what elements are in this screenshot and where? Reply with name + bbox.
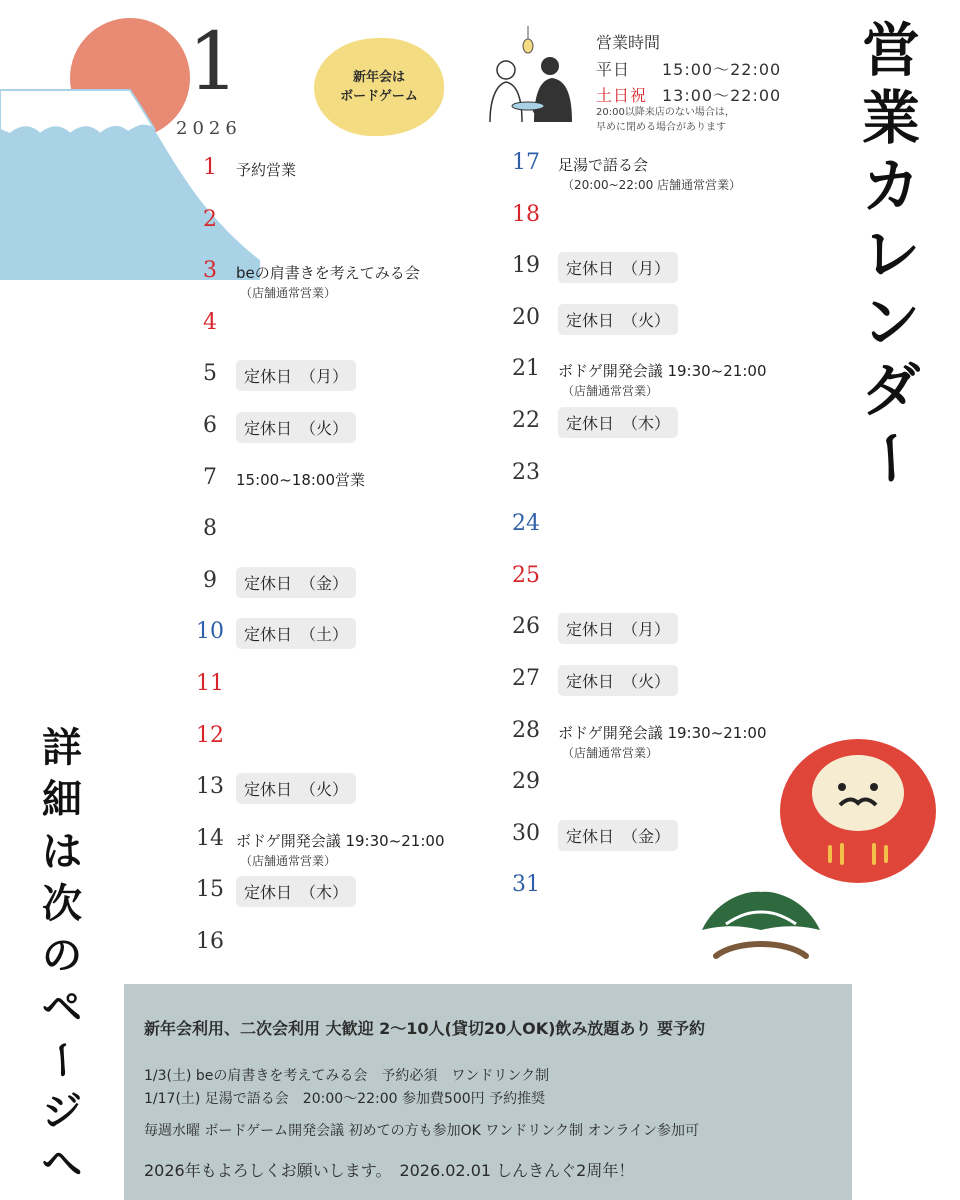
notice-char: 細 bbox=[42, 777, 82, 823]
day-number: 17 bbox=[512, 150, 540, 175]
day-event: 15:00~18:00営業 bbox=[236, 470, 366, 489]
bubble-line-2: ボードゲーム bbox=[340, 89, 418, 104]
title-char: ン bbox=[861, 288, 920, 356]
closed-day-pill: 定休日 （火） bbox=[558, 304, 678, 335]
notice-char: ペ bbox=[42, 985, 82, 1031]
closed-day-pill: 定休日 （木） bbox=[558, 407, 678, 438]
hours-note-1: 20:00以降来店のない場合は， bbox=[596, 107, 735, 118]
notice-char: へ bbox=[42, 1141, 82, 1187]
day-event: ボドゲ開発会議 19:30~21:00 bbox=[558, 723, 767, 742]
closed-day-pill: 定休日 （木） bbox=[236, 876, 356, 907]
day-number: 9 bbox=[203, 567, 217, 593]
day-number: 31 bbox=[512, 872, 540, 898]
title-char: カ bbox=[861, 152, 920, 220]
hours-note-2: 早めに閉める場合があります bbox=[596, 122, 726, 133]
day-event: ボドゲ開発会議 19:30~21:00 bbox=[558, 362, 767, 381]
day-number: 11 bbox=[196, 671, 224, 696]
notice-char: 詳 bbox=[42, 725, 82, 771]
day-event-note: （20:00~22:00 店舗通常営業） bbox=[562, 178, 742, 192]
footer-info bbox=[124, 984, 852, 1200]
day-number: 8 bbox=[203, 516, 217, 542]
weekend-label: 土日祝 bbox=[596, 86, 648, 105]
day-event: ボドゲ開発会議 19:30~21:00 bbox=[236, 831, 445, 850]
closed-day-pill: 定休日 （月） bbox=[236, 360, 356, 391]
day-event: beの肩書きを考えてみる会 bbox=[236, 264, 420, 283]
closed-day-pill: 定休日 （火） bbox=[236, 412, 356, 443]
closed-day-pill: 定休日 （火） bbox=[236, 773, 356, 804]
day-number: 4 bbox=[203, 309, 217, 335]
day-number: 2 bbox=[203, 206, 217, 232]
day-number: 30 bbox=[512, 820, 540, 846]
daruma-illustration bbox=[778, 735, 938, 885]
bubble-line-1: 新年会は bbox=[352, 69, 405, 85]
day-number: 5 bbox=[203, 361, 217, 387]
day-number: 22 bbox=[512, 408, 540, 433]
day-number: 24 bbox=[512, 511, 540, 537]
day-event: 予約営業 bbox=[236, 161, 297, 179]
day-number: 26 bbox=[512, 614, 540, 640]
day-number: 7 bbox=[203, 464, 217, 490]
closed-day-pill: 定休日 （火） bbox=[558, 665, 678, 696]
title-char: 業 bbox=[861, 84, 920, 152]
footer-line-1: 1/3(土) beの肩書きを考えてみる会 予約必須 ワンドリンク制 bbox=[144, 1068, 550, 1084]
weekday-label: 平日 bbox=[596, 60, 631, 79]
day-number: 16 bbox=[196, 929, 224, 954]
day-number: 10 bbox=[196, 619, 224, 645]
month-year: 2026 bbox=[176, 118, 242, 139]
new-year-bubble bbox=[314, 38, 444, 136]
day-event-note: （店舗通常営業） bbox=[240, 853, 337, 868]
title-char: ー bbox=[856, 428, 925, 488]
notice-char: は bbox=[42, 829, 82, 875]
footer-line-3: 毎週水曜 ボードゲーム開発会議 初めての方も参加OK ワンドリンク制 オンライン参加可 bbox=[144, 1123, 700, 1139]
hours-weekend bbox=[596, 83, 781, 106]
footer-main: 新年会利用、二次会利用 大歓迎 2～10人(貸切20人OK)飲み放題あり 要予約 bbox=[144, 1019, 706, 1038]
closed-day-pill: 定休日 （月） bbox=[558, 252, 678, 283]
day-event-note: （店舗通常営業） bbox=[562, 384, 659, 399]
weekend-time: 13:00〜22:00 bbox=[662, 86, 782, 105]
day-number: 15 bbox=[196, 877, 224, 903]
day-number: 6 bbox=[203, 413, 217, 438]
day-number: 20 bbox=[512, 304, 540, 330]
day-number: 13 bbox=[196, 774, 224, 800]
day-number: 25 bbox=[512, 562, 540, 588]
notice-char: の bbox=[42, 933, 82, 979]
title-char: 営 bbox=[861, 16, 920, 84]
day-number: 21 bbox=[512, 356, 540, 382]
day-number: 28 bbox=[512, 717, 540, 743]
pine-illustration bbox=[696, 880, 826, 960]
next-page-notice bbox=[32, 722, 92, 1190]
title-char: ダ bbox=[861, 356, 920, 424]
notice-char: ー bbox=[39, 1040, 85, 1080]
day-event: 足湯で語る会 bbox=[558, 156, 649, 174]
closed-day-pill: 定休日 （金） bbox=[236, 567, 356, 598]
day-number: 23 bbox=[512, 459, 540, 485]
people-playing-illustration bbox=[476, 26, 586, 131]
weekday-time: 15:00〜22:00 bbox=[662, 60, 782, 79]
day-event-note: （店舗通常営業） bbox=[562, 745, 659, 760]
day-number: 19 bbox=[512, 253, 540, 279]
closed-day-pill: 定休日 （月） bbox=[558, 613, 678, 644]
footer-closing: 2026年もよろしくお願いします。 2026.02.01 しんきんぐ2周年！ bbox=[144, 1161, 635, 1180]
closed-day-pill: 定休日 （金） bbox=[558, 820, 678, 851]
month-number: 1 bbox=[188, 15, 239, 108]
day-number: 18 bbox=[512, 201, 540, 227]
day-number: 12 bbox=[196, 722, 224, 748]
day-number: 29 bbox=[512, 769, 540, 795]
notice-char: 次 bbox=[42, 881, 82, 927]
day-number: 1 bbox=[203, 155, 217, 180]
day-number: 27 bbox=[512, 666, 540, 691]
day-number: 14 bbox=[196, 825, 224, 851]
closed-day-pill: 定休日 （土） bbox=[236, 618, 356, 649]
notice-char: ジ bbox=[42, 1089, 82, 1135]
vertical-title bbox=[848, 16, 934, 492]
day-event-note: （店舗通常営業） bbox=[240, 286, 337, 301]
hours-title: 営業時間 bbox=[596, 33, 661, 52]
day-number: 3 bbox=[203, 258, 217, 284]
hours-weekday bbox=[596, 57, 781, 80]
footer-line-2: 1/17(土) 足湯で語る会 20:00～22:00 参加費500円 予約推奨 bbox=[144, 1091, 546, 1107]
title-char: レ bbox=[861, 220, 920, 288]
